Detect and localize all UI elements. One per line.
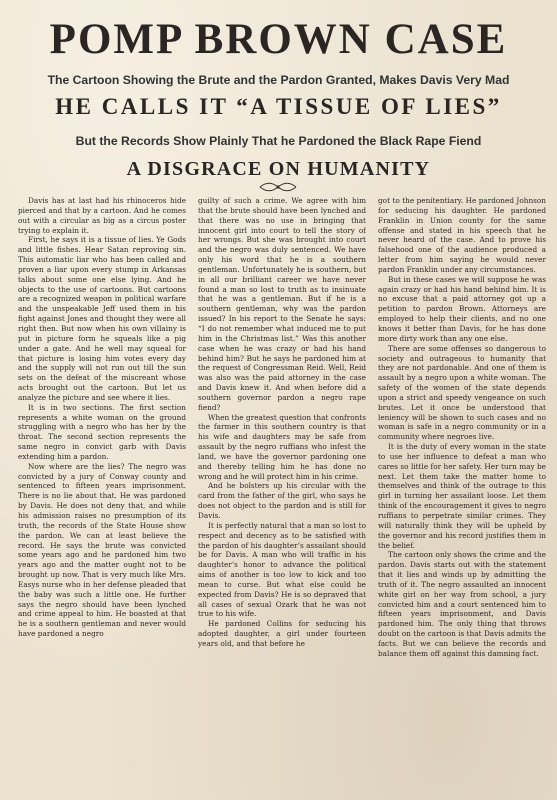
article-column-2 xyxy=(198,196,366,788)
headline-disgrace: A DISGRACE ON HUMANITY xyxy=(126,158,431,180)
article-column-1 xyxy=(18,196,186,788)
paragraph: It is perfectly natural that a man so lost to respect and decency as to be satisfied with the pardon of his daughter’s assailant should be for Davis. A man who will traffic in his daughter’s honor to advance the political aims of another is too low to kick and too mean to curse. But what else could be expected from Davis? He is so depraved that all cases of sexual Ozark that he was not true to his wife. xyxy=(198,520,366,619)
headline-tissue-of-lies: HE CALLS IT “A TISSUE OF LIES” xyxy=(55,94,502,119)
paragraph: But in these cases we will suppose he was again crazy or had his hand behind him. It is no excuse that a paid attorney got up a petition to pardon Brown. Attorneys are employed to help their clients, and no one knows it better than Davis, for he has done more dirty work than any one else. xyxy=(378,274,546,343)
paragraph: It is in two sections. The first section represents a white woman on the ground struggling with a negro who has her by the throat. The second section represents the same negro in convict garb with Davis extending him a pardon. xyxy=(18,402,186,461)
paragraph: Davis has at last had his rhinoceros hide pierced and that by a cartoon. And he comes out with a circular as big as a circus poster trying to explain it. xyxy=(18,196,186,235)
subheadline-cartoon: The Cartoon Showing the Brute and the Pardon Granted, Makes Davis Very Mad xyxy=(47,73,510,87)
paragraph: Now where are the lies? The negro was convicted by a jury of Conway county and sentenced to fifteen years imprisonment. There is no lie about that. He was pardoned by Davis. He does not deny that, and while his admission raises no presumption of its truth, the records of the State House show the pardon. We can at least believe the record. He says the brute was convicted some years ago and he pardoned him two years ago and the matter ought not to be brought up now. That is very much like Mrs. Easys nurse who in her defense pleaded that the baby was such a little one. He further says the negro should have been lynched and crime appeal to him. He boasted at that he is a southern gentleman and never would have pardoned a negro xyxy=(18,461,186,639)
paragraph: There are some offenses so dangerous to society and outrageous to humanity that they are not pardonable. And one of them is assault by a negro upon a white woman. The safety of the women of the state depends upon a strict and speedy vengeance on such brutes. Let it once be understood that leniency will be shown to such cases and no woman is safe in a negro community or in a community where negroes live. xyxy=(378,343,546,442)
paragraph: got to the penitentiary. He pardoned Johnson for seducing his daughter. He pardoned Franklin in Union county for the same offense and stated in his speech that he never heard of the case. And to prove his falsehood one of the audience produced a letter from him saying he would never pardon Franklin under any circumstances. xyxy=(378,196,546,274)
paragraph: He pardoned Collins for seducing his adopted daughter, a girl under fourteen years old, and that before he xyxy=(198,619,366,648)
paragraph: And he bolsters up his circular with the card from the father of the girl, who says he does not object to the pardon and is still for Davis. xyxy=(198,481,366,520)
subheadline-records: But the Records Show Plainly That he Pardoned the Black Rape Fiend xyxy=(75,134,482,148)
article-column-3 xyxy=(378,196,546,788)
page-title: POMP BROWN CASE xyxy=(49,16,508,63)
paragraph: When the greatest question that confronts the farmer in this southern country is that his wife and daughters may be safe from assault by the negro ruffians who infest the land, we have the governor pardoning one and thereby telling him he has done no wrong and he will protect him in his crime. xyxy=(198,412,366,481)
article-columns xyxy=(18,196,546,788)
paragraph: It is the duty of every woman in the state to use her influence to defeat a man who cares so little for her safety. Her turn may be next. Let them take the matter home to themselves and think of the outrage to this girl in turning her assailant loose. Let them think of the encouragement it gives to negro ruffians to perpetrate similar crimes. They will naturally think they will be upheld by the governor and his record justifies them in the belief. xyxy=(378,442,546,550)
ornament-divider-icon xyxy=(258,180,298,194)
paragraph: First, he says it is a tissue of lies. Ye Gods and little fishes. Hear Satan reproving sin. This automatic liar who has been called and proven a liar upon every stump in Arkansas talks about some one else lying. And he objects to the use of cartoons. But cartoons are a recognized weapon in political warfare and the unspeakable Jeff used them in his fight against Jones and thought they were all right then. But now when his own villainy is put in picture form he squeals like a pig under a gate. And he well may squeal for that picture is losing him votes every day and the supply will not run out till the sun sets on the defeat of the miscreant whose acts brought out the cartoon. But let us analyze the picture and see where it lies. xyxy=(18,235,186,402)
paragraph: guilty of such a crime. We agree with him that the brute should have been lynched and that there was no use in bringing that innocent girl into court to tell the story of her wrongs. But she was brought into court and the negro was duly sentenced. We have only his word that he is a southern gentleman. Unfortunately he is southern, but in all our brilliant career we have never found a man so lost to truth as to insinuate that he was a gentleman. But if he is a southern gentleman, why was the pardon issued? In his report to the Senate he says: “I do not remember what induced me to put him in the Christmas list.” Was this another case when he was crazy or had his hand behind him? But he says he pardoned him at the request of Congressman Reid. Well, Reid was also was the paid attorney in the case and Davis knew it. And when before did a southern governor pardon a negro rape fiend? xyxy=(198,196,366,412)
paragraph: The cartoon only shows the crime and the pardon. Davis starts out with the statement that it lies and winds up by admitting the truth of it. The negro assaulted an innocent white girl on her way from school, a jury convicted him and a court sentenced him to fifteen years imprisonment, and Davis pardoned him. The only thing that throws doubt on the cartoon is that Davis admits the facts. But we can believe the records and balance them off against this damning fact. xyxy=(378,550,546,658)
